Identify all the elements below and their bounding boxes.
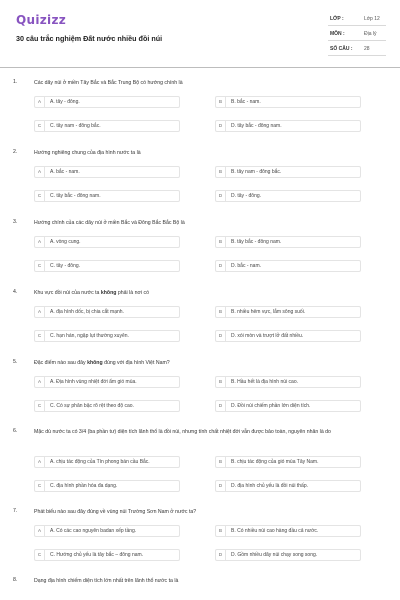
header-divider	[0, 67, 400, 68]
option-text: C. Có sự phân bậc rõ rệt theo độ cao.	[50, 403, 134, 409]
option-a[interactable]	[34, 166, 180, 178]
option-text: B. tây bắc - đông nam.	[231, 239, 282, 245]
option-text: A. Địa hình vùng nhiệt đới ẩm gió mùa.	[50, 379, 137, 385]
option-letter: D	[216, 261, 226, 271]
question-number: 5.	[13, 359, 18, 365]
option-d[interactable]	[215, 330, 361, 342]
question-number: 8.	[13, 577, 18, 583]
question-number: 4.	[13, 289, 18, 295]
option-a[interactable]	[34, 96, 180, 108]
option-letter: C	[35, 481, 45, 491]
option-text: D. tây bắc - đông nam.	[231, 123, 282, 129]
quiz-title: 30 câu trắc nghiệm Đất nước nhiều đồi núi	[16, 34, 163, 43]
option-d[interactable]	[215, 120, 361, 132]
option-text: C. hạn hán, ngập lụt thường xuyên.	[50, 333, 129, 339]
meta-value: 28	[364, 46, 370, 52]
option-b[interactable]	[215, 166, 361, 178]
option-text: D. Gồm nhiều dãy núi chạy song song.	[231, 552, 318, 558]
meta-label: MÔN :	[330, 31, 345, 37]
option-letter: B	[216, 167, 226, 177]
option-letter: C	[35, 331, 45, 341]
option-letter: A	[35, 377, 45, 387]
question-text-emphasis: không	[87, 360, 103, 366]
option-letter: D	[216, 481, 226, 491]
option-c[interactable]	[34, 400, 180, 412]
option-text: A. tây - đông.	[50, 99, 80, 105]
quizizz-logo: Quizizz	[16, 13, 67, 27]
option-b[interactable]	[215, 96, 361, 108]
question-text: Phát biểu nào sau đây đúng về vùng núi Trường Sơn Nam ở nước ta?	[34, 509, 197, 515]
question-number: 6.	[13, 428, 18, 434]
option-text: D. tây - đông.	[231, 193, 262, 199]
option-text: B. Có nhiều núi cao hàng đầu cả nước.	[231, 528, 319, 534]
meta-value: Lớp 12	[364, 16, 380, 22]
option-d[interactable]	[215, 400, 361, 412]
option-letter: D	[216, 550, 226, 560]
meta-value: Địa lý	[364, 31, 377, 37]
option-b[interactable]	[215, 525, 361, 537]
option-text: B. chịu tác động của gió mùa Tây Nam.	[231, 459, 319, 465]
question-text: Các dãy núi ở miền Tây Bắc và Bắc Trung Bộ có hướng chính là	[34, 80, 183, 86]
option-letter: B	[216, 457, 226, 467]
option-letter: D	[216, 191, 226, 201]
question-number: 1.	[13, 79, 18, 85]
option-letter: B	[216, 526, 226, 536]
option-text: B. bắc - nam.	[231, 99, 261, 105]
option-d[interactable]	[215, 549, 361, 561]
option-letter: A	[35, 307, 45, 317]
option-a[interactable]	[34, 525, 180, 537]
question-text: Hướng chính của các dãy núi ở miền Bắc và Đông Bắc Bắc Bộ là	[34, 220, 185, 226]
question-number: 3.	[13, 219, 18, 225]
option-text: B. tây nam - đông bắc.	[231, 169, 282, 175]
option-text: A. vòng cung.	[50, 239, 81, 245]
header	[0, 0, 400, 68]
option-text: A. bắc - nam.	[50, 169, 80, 175]
question-text-emphasis: không	[100, 290, 117, 296]
option-a[interactable]	[34, 236, 180, 248]
option-d[interactable]	[215, 190, 361, 202]
option-letter: C	[35, 121, 45, 131]
question-text	[34, 289, 374, 297]
option-b[interactable]	[215, 306, 361, 318]
option-c[interactable]	[34, 120, 180, 132]
question-text: Dạng địa hình chiếm diện tích lớn nhất trên lãnh thổ nước ta là	[34, 578, 179, 584]
option-letter: A	[35, 97, 45, 107]
option-c[interactable]	[34, 480, 180, 492]
option-a[interactable]	[34, 306, 180, 318]
option-letter: C	[35, 261, 45, 271]
question-text-post: phải là nơi có	[116, 290, 149, 296]
option-text: B. Hầu hết là địa hình núi cao.	[231, 379, 298, 385]
option-d[interactable]	[215, 260, 361, 272]
option-letter: D	[216, 331, 226, 341]
question-number: 2.	[13, 149, 18, 155]
option-text: C. tây - đông.	[50, 263, 81, 269]
option-text: D. Đồi núi chiếm phần lớn diện tích.	[231, 403, 311, 409]
option-c[interactable]	[34, 330, 180, 342]
option-letter: B	[216, 377, 226, 387]
option-c[interactable]	[34, 549, 180, 561]
option-text: D. địa hình chủ yếu là đồi núi thấp.	[231, 483, 308, 489]
question-text	[34, 359, 374, 367]
option-text: C. Hướng chủ yếu là tây bắc – đông nam.	[50, 552, 144, 558]
option-b[interactable]	[215, 376, 361, 388]
option-letter: B	[216, 237, 226, 247]
option-letter: D	[216, 121, 226, 131]
question-number: 7.	[13, 508, 18, 514]
option-text: A. địa hình dốc, bị chia cắt mạnh.	[50, 309, 124, 315]
option-a[interactable]	[34, 376, 180, 388]
option-d[interactable]	[215, 480, 361, 492]
option-letter: B	[216, 307, 226, 317]
option-c[interactable]	[34, 260, 180, 272]
option-letter: B	[216, 97, 226, 107]
option-text: C. tây nam - đông bắc.	[50, 123, 101, 129]
option-letter: A	[35, 457, 45, 467]
option-text: D. xói mòn và trượt lở đất nhiều.	[231, 333, 304, 339]
question-text: Hướng nghiêng chung của địa hình nước ta là	[34, 150, 141, 156]
meta-subject	[328, 28, 386, 41]
option-c[interactable]	[34, 190, 180, 202]
question-text-pre: Khu vực đồi núi của nước ta	[34, 290, 101, 296]
meta-label: LỚP :	[330, 16, 344, 22]
meta-label: SỐ CÂU :	[330, 46, 353, 52]
option-text: A. chịu tác động của Tín phong bán cầu Bắc.	[50, 459, 150, 465]
option-b[interactable]	[215, 456, 361, 468]
option-a[interactable]	[34, 456, 180, 468]
option-text: C. tây bắc - đông nam.	[50, 193, 101, 199]
option-letter: A	[35, 526, 45, 536]
option-letter: A	[35, 167, 45, 177]
option-text: B. nhiều hẻm vực, lắm sông suối.	[231, 309, 306, 315]
question-text: Mặc dù nước ta có 3/4 (ba phần tư) diện tích lãnh thổ là đồi núi, nhưng tính chất nhiệt đới vẫn được bảo toàn, nguyên nhân là do	[34, 429, 331, 435]
option-b[interactable]	[215, 236, 361, 248]
question-text-post: đúng với địa hình Việt Nam?	[102, 360, 170, 366]
option-text: A. Có các cao nguyên badan xếp tầng.	[50, 528, 137, 534]
option-letter: D	[216, 401, 226, 411]
option-text: D. bắc - nam.	[231, 263, 262, 269]
option-letter: C	[35, 191, 45, 201]
meta-grade	[328, 13, 386, 26]
option-letter: C	[35, 550, 45, 560]
option-letter: C	[35, 401, 45, 411]
option-text: C. địa hình phần hóa đa dạng.	[50, 483, 118, 489]
question-text-pre: Đặc điểm nào sau đây	[34, 360, 88, 366]
meta-question-count	[328, 43, 386, 56]
option-letter: A	[35, 237, 45, 247]
